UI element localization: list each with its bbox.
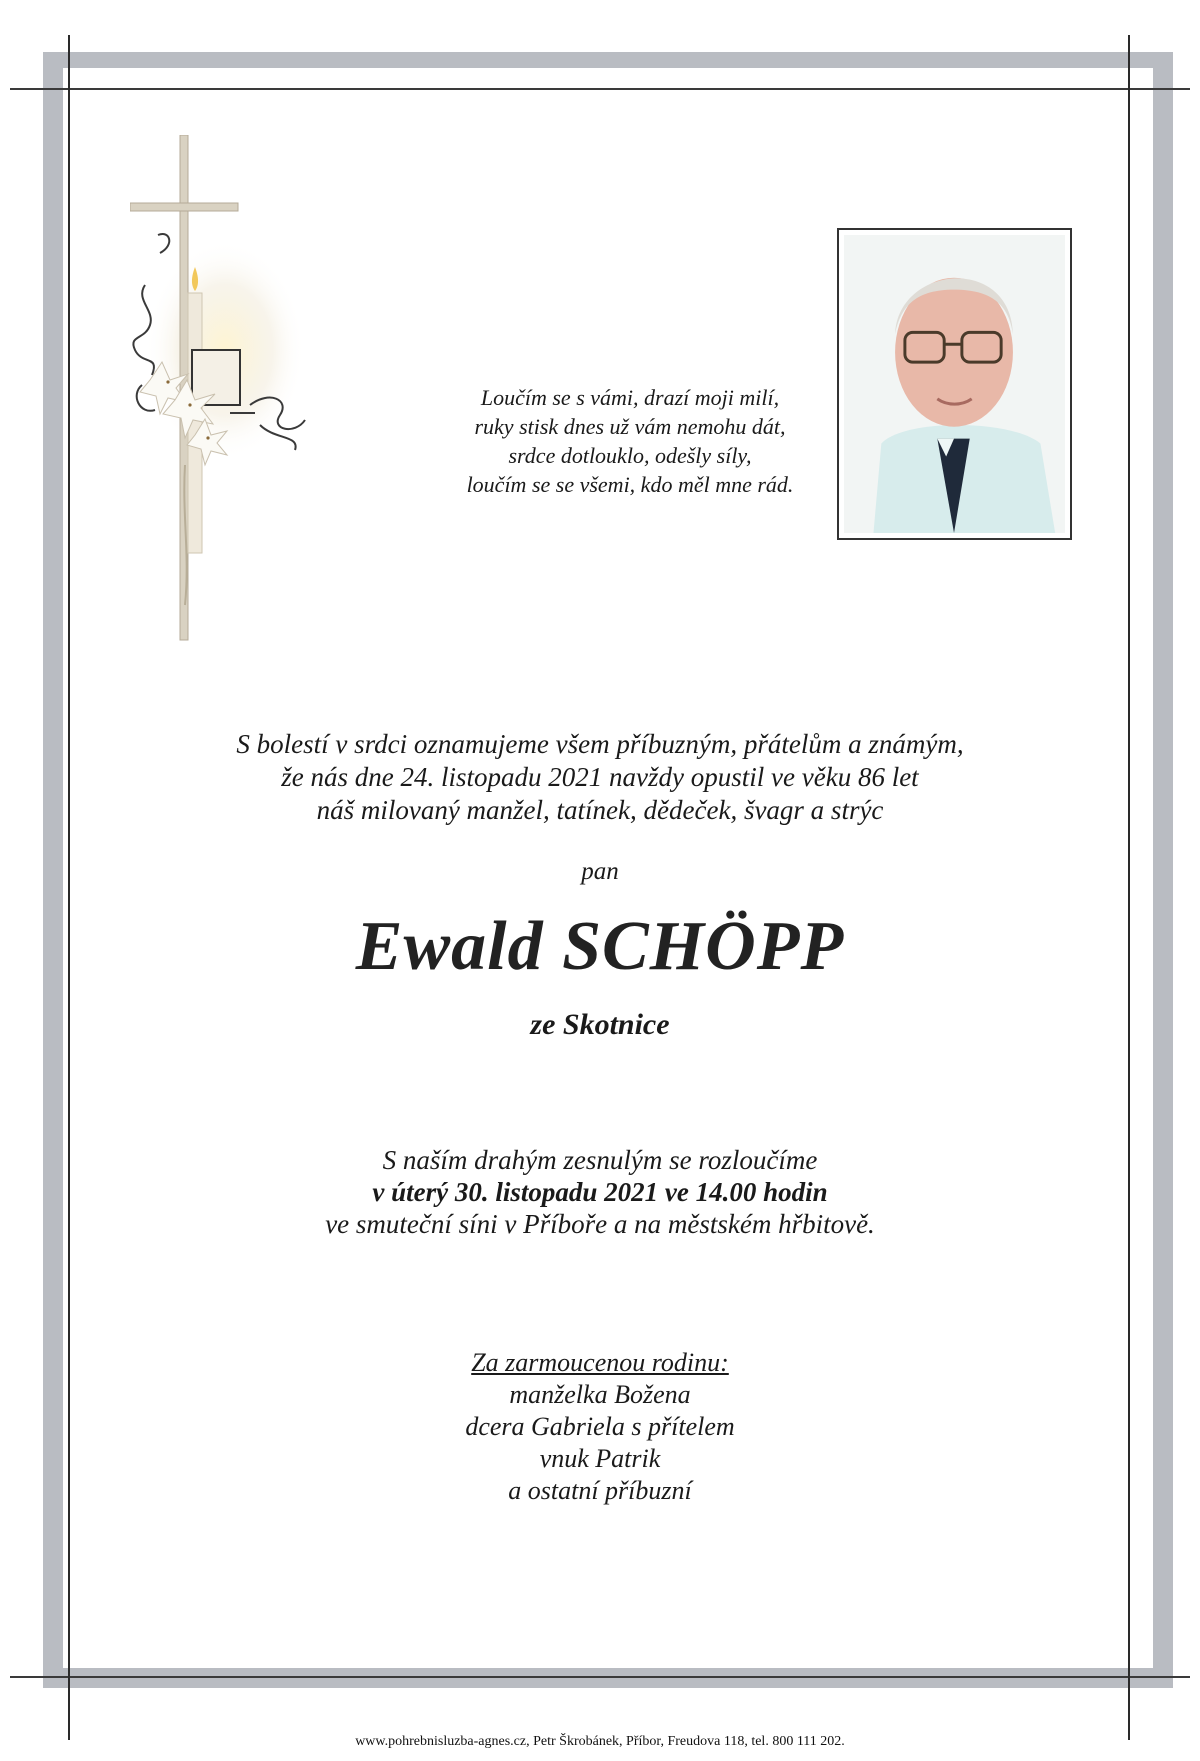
poem-line: Loučím se s vámi, drazí moji milí, — [480, 385, 780, 410]
cross-candle-lily-decoration — [130, 135, 355, 645]
family-member: vnuk Patrik — [539, 1444, 661, 1473]
family-heading: Za zarmoucenou rodinu: — [471, 1348, 729, 1377]
family-member: manželka Božena — [509, 1380, 691, 1409]
announcement — [0, 728, 1200, 827]
farewell-date-time: v úterý 30. listopadu 2021 ve 14.00 hodin — [372, 1177, 828, 1207]
family-signature — [0, 1347, 1200, 1507]
frame-band-bottom — [43, 1668, 1173, 1688]
farewell-place: ve smuteční síni v Příboře a na městském hřbitově. — [325, 1209, 875, 1239]
announcement-line: S bolestí v srdci oznamujeme všem příbuzným, přátelům a známým, — [236, 729, 964, 759]
poem — [380, 383, 880, 499]
honorific: pan — [581, 858, 619, 885]
deceased-name: Ewald SCHÖPP — [355, 908, 845, 985]
footer-contact: www.pohrebnisluzba-agnes.cz, Petr Škrobánek, Příbor, Freudova 118, tel. 800 111 202. — [355, 1734, 845, 1749]
farewell-line: S naším drahým zesnulým se rozloučíme — [382, 1145, 818, 1175]
family-member: a ostatní příbuzní — [508, 1476, 692, 1505]
poem-line: loučím se se všemi, kdo měl mne rád. — [466, 472, 794, 497]
poem-line: srdce dotlouklo, odešly síly, — [508, 443, 752, 468]
frame-line-bottom — [10, 1676, 1190, 1678]
origin: ze Skotnice — [530, 1008, 670, 1041]
family-member: dcera Gabriela s přítelem — [465, 1412, 735, 1441]
poem-line: ruky stisk dnes už vám nemohu dát, — [474, 414, 786, 439]
announcement-line: náš milovaný manžel, tatínek, dědeček, švagr a strýc — [316, 795, 884, 825]
announcement-line: že nás dne 24. listopadu 2021 navždy opustil ve věku 86 let — [281, 762, 919, 792]
farewell-details — [0, 1144, 1200, 1240]
frame-line-top — [10, 88, 1190, 90]
frame-band-top — [43, 52, 1173, 68]
